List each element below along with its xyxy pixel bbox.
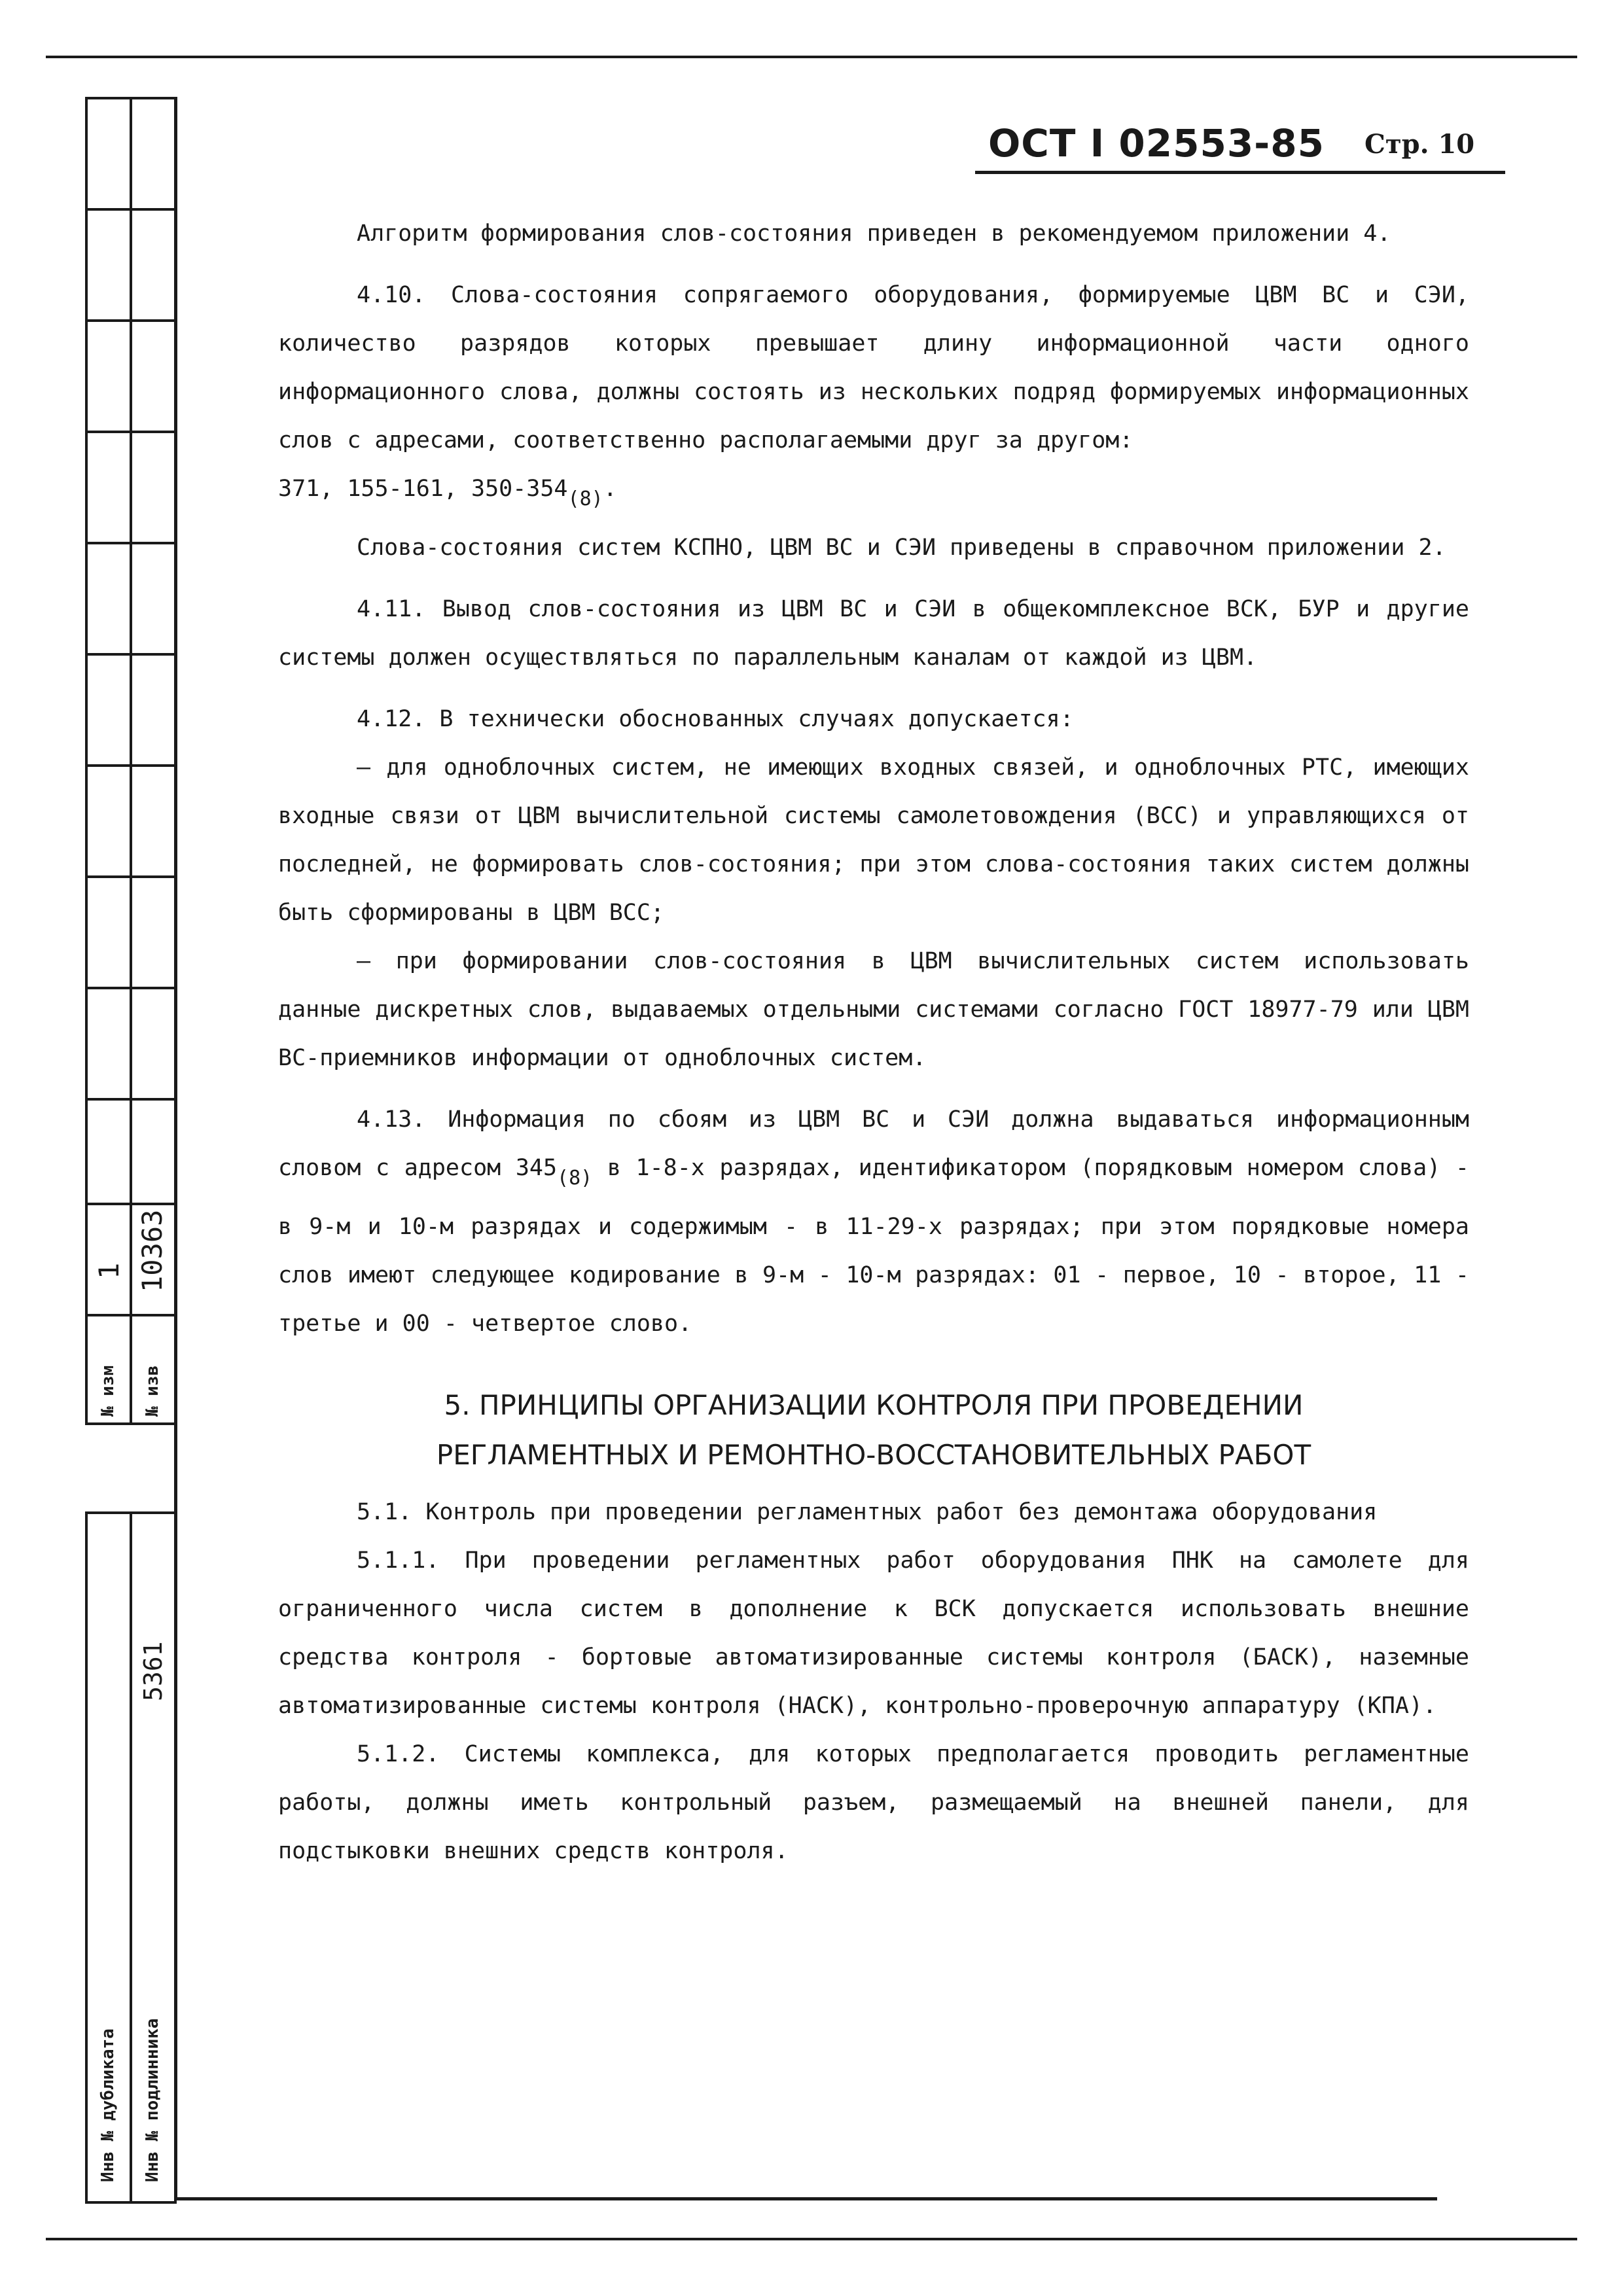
margin-col-divider-bottom [130,1511,132,2204]
label-notice-no: № изв [143,1365,162,1417]
address-end: . [603,476,617,502]
document-body [278,209,1469,1875]
paragraph-4-13-start: 4.13. Информация по сбоям из ЦВМ ВС и СЭИ должна выдаваться информационным словом с адресом 345 [278,1106,1469,1181]
bottom-rule [46,2238,1577,2240]
margin-col-divider-top [130,97,132,1425]
paragraph-4-11: 4.11. Вывод слов-состояния из ЦВМ ВС и СЭИ в общекомплексное ВСК, БУР и другие системы должен осуществляться по параллельным каналам от каждой из ЦВМ. [278,596,1469,671]
top-rule [46,56,1577,58]
label-change-no: № изм [98,1365,118,1417]
margin-row [85,319,177,322]
paragraph-5-1-2: 5.1.2. Системы комплекса, для которых предполагается проводить регламентные работы, должны иметь контрольный разъем, размещаемый на внешней панели, для подстыковки внешних средств контроля. [278,1741,1469,1864]
paragraph: Алгоритм формирования слов-состояния приведен в рекомендуемом приложении 4. [357,221,1391,247]
list-item: – для одноблочных систем, не имеющих входных связей, и одноблочных РТС, имеющих входные связи от ЦВМ вычислительной системы самолетовождения (ВСС) и управляющихся от последней, не формировать слов-состояния; при этом слова-состояния таких систем должны быть сформированы в ЦВМ ВСС; [278,754,1469,926]
paragraph-4-10: 4.10. Слова-состояния сопрягаемого оборудования, формируемые ЦВМ ВС и СЭИ, количество разрядов которых превышает длину информационной части одного информационного слова, должны состоять из нескольких подряд формируемых информационных слов с адресами, соответственно располагаемыми друг за другом: [278,282,1469,453]
margin-row [85,653,177,656]
paragraph: Слова-состояния систем КСПНО, ЦВМ ВС и СЭИ приведены в справочном приложении 2. [357,535,1446,561]
header-rule [975,171,1505,174]
margin-row [85,431,177,433]
margin-row [85,1098,177,1101]
paragraph-5-1-1: 5.1.1. При проведении регламентных работ оборудования ПНК на самолете для ограниченного числа систем в дополнение к ВСК допускается использовать внешние средства контроля - бортовые автоматизированные системы контроля (БАСК), наземные автоматизированные системы контроля (НАСК), контрольно-проверочную аппаратуру (КПА). [278,1547,1469,1719]
change-number: 1 [93,1262,125,1279]
document-code: ОСТ I 02553-85 [988,121,1325,166]
margin-row [85,1203,177,1205]
page-header [975,121,1505,173]
paragraph-4-13-end: в 1-8-х разрядах, идентификатором (порядковым номером слова) - в 9-м и 10-м разрядах и содержимым - в 11-29-х разрядах; при этом порядковые номера слов имеют следующее кодирование в 9-м - 10-м разрядах: 01 - первое, 10 - второе, 11 - третье и 00 - четвертое слово. [278,1155,1469,1337]
section-heading-line-1: 5. ПРИНЦИПЫ ОРГАНИЗАЦИИ КОНТРОЛЯ ПРИ ПРОВЕДЕНИИ [444,1389,1304,1421]
label-duplicate-inventory: Инв № дубликата [98,2028,118,2182]
section-heading-line-2: РЕГЛАМЕНТНЫХ И РЕМОНТНО-ВОССТАНОВИТЕЛЬНЫХ РАБОТ [436,1439,1311,1471]
paragraph-4-12: 4.12. В технически обоснованных случаях допускается: [357,706,1074,732]
margin-row [85,542,177,544]
margin-row [85,987,177,989]
margin-row [85,875,177,878]
margin-row [85,764,177,767]
notice-number: 10363 [136,1209,168,1292]
inventory-original-number: 5361 [139,1641,168,1701]
paragraph-5-1: 5.1. Контроль при проведении регламентных работ без демонтажа оборудования [357,1499,1378,1525]
paragraph-4-13 [278,1095,1469,1348]
address-values: 371, 155-161, 350-354 [278,476,568,502]
margin-row [85,1314,177,1316]
margin-row [85,208,177,211]
octal-subscript: (8) [557,1167,593,1190]
label-original-inventory: Инв № подлинника [143,2018,162,2182]
list-item: – при формировании слов-состояния в ЦВМ вычислительных систем использовать данные дискретных слов, выдаваемых отдельными системами согласно ГОСТ 18977-79 или ЦВМ ВС-приемников информации от одноблочных систем. [278,948,1469,1071]
address-list [278,465,1469,523]
octal-subscript: (8) [567,487,603,510]
page-number: Стр. 10 [1364,129,1475,160]
